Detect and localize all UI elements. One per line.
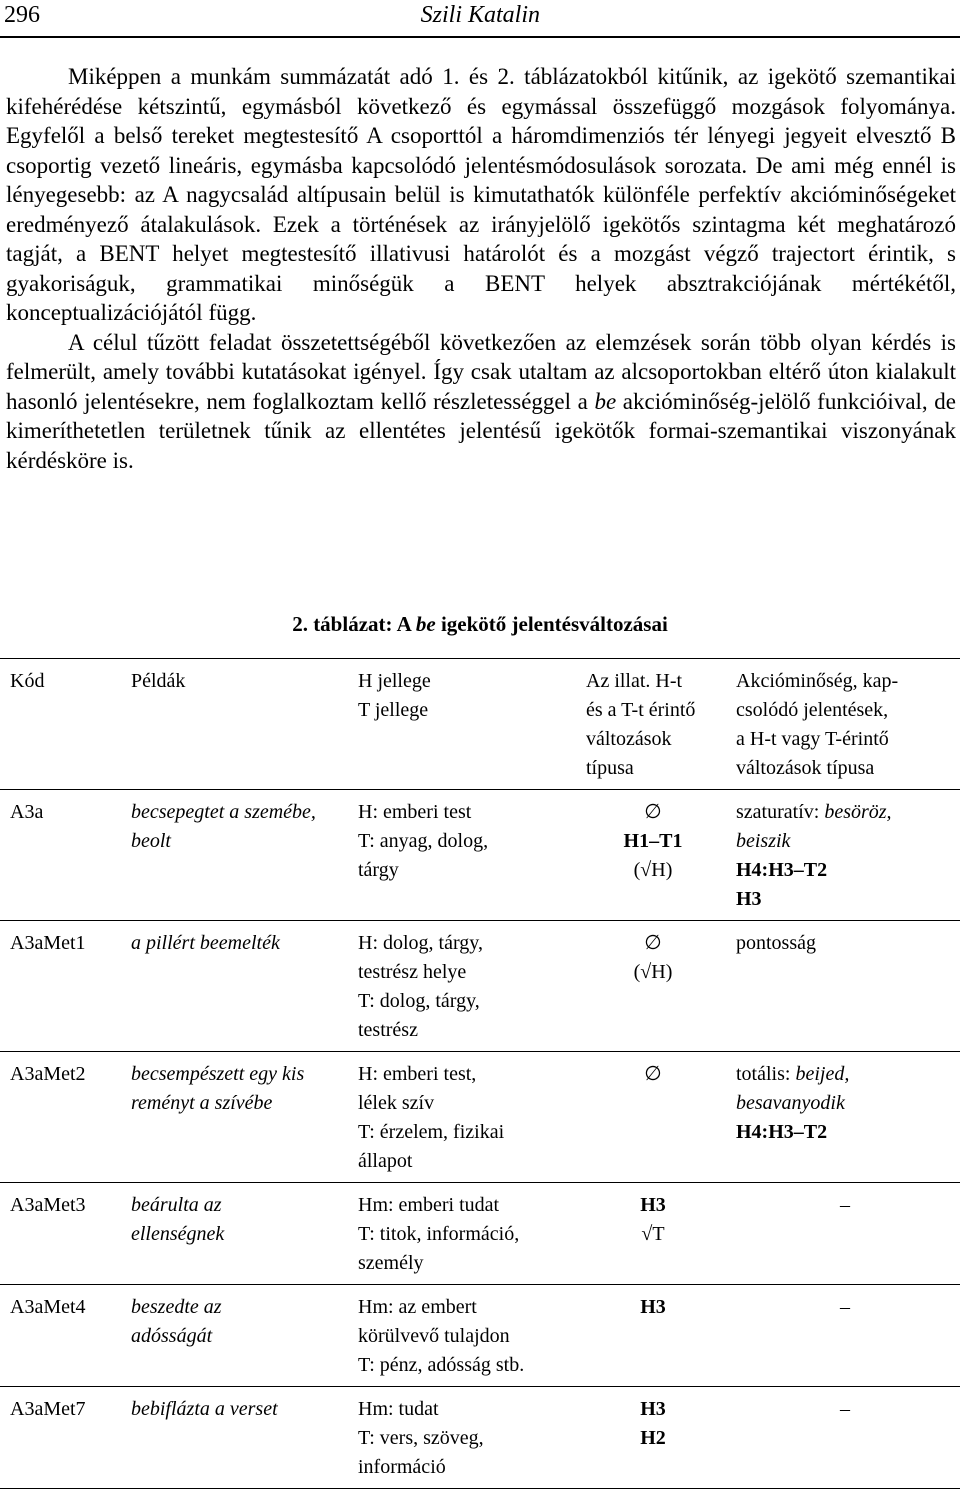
jelleg-line: Hm: emberi tudat: [358, 1194, 500, 1216]
table-row: [0, 1387, 960, 1489]
illat-line: H2: [640, 1427, 666, 1449]
table-row: [0, 921, 960, 1052]
table-caption: [0, 612, 960, 637]
example-line: beszedte az: [131, 1296, 222, 1318]
paragraph-2-lead: A célul tűzött feladat összetettségéből következően az elemzések során több olyan kérdés is felmerült, amely további kutatásokat igényel. Így csak utaltam az alcsoportokban eltérő úton kialakult hasonló jelentésekre, nem foglalkoztam kellő részletességgel a: [6, 329, 956, 414]
dash-mark: –: [840, 1296, 850, 1318]
illat-line: H3: [640, 1398, 666, 1420]
jelleg-line: H: emberi test,: [358, 1063, 477, 1085]
akcio-formula: H3: [736, 888, 762, 910]
illat-line: ∅: [644, 801, 662, 823]
header-illat: [576, 659, 726, 790]
header-illat-line: Az illat. H-t: [586, 670, 683, 692]
jelleg-line: testrész: [358, 1019, 418, 1041]
jelleg-line: T: dolog, tárgy,: [358, 990, 480, 1012]
table-body: [0, 790, 960, 1489]
table-row: [0, 1285, 960, 1387]
akcio-line: [736, 798, 954, 827]
table-row: [0, 1183, 960, 1285]
header-jelleg-line: H jellege: [358, 670, 431, 692]
table-row: [0, 1052, 960, 1183]
akcio-text: pontosság: [736, 932, 816, 954]
illat-line: ∅: [644, 932, 662, 954]
cell-illat: [576, 921, 726, 1052]
jelleg-line: Hm: tudat: [358, 1398, 439, 1420]
jelleg-line: H: emberi test: [358, 801, 472, 823]
jelleg-line: Hm: az embert: [358, 1296, 477, 1318]
dash-mark: –: [840, 1194, 850, 1216]
paragraph-2-tail: akcióminőség-jelölő funkcióival, de kimeríthetetlen területnek tűnik az ellentétes jelentésű igekötők formai-szemantikai viszonyának kérdésköre is.: [6, 388, 956, 473]
table-header-row: [0, 659, 960, 790]
example-line: beolt: [131, 830, 171, 852]
dash-mark: –: [840, 1398, 850, 1420]
cell-illat: [576, 1387, 726, 1489]
paragraph-2-be: be: [594, 388, 617, 414]
caption-italic: be: [415, 612, 436, 636]
akcio-line: [736, 856, 954, 885]
caption-prefix: 2. táblázat: A: [292, 612, 416, 636]
page-number: 296: [4, 2, 40, 28]
cell-kod: A3aMet7: [0, 1387, 121, 1489]
cell-akcio: [726, 1183, 960, 1285]
jelleg-line: információ: [358, 1456, 446, 1478]
header-illat-line: típusa: [586, 757, 634, 779]
akcio-line: [736, 1089, 954, 1118]
header-akcio-line: változások típusa: [736, 757, 875, 779]
header-akcio-line: Akcióminőség, kap-: [736, 670, 899, 692]
akcio-line: [736, 1118, 954, 1147]
example-line: becsepegtet a szemébe,: [131, 801, 316, 823]
illat-line: (√H): [633, 961, 673, 983]
cell-illat: [576, 790, 726, 921]
example-line: beárulta az: [131, 1194, 222, 1216]
akcio-formula: H4:H3–T2: [736, 859, 828, 881]
header-jelleg-line: T jellege: [358, 699, 429, 721]
illat-line: H3: [640, 1194, 666, 1216]
akcio-line: [736, 929, 954, 958]
table-row: [0, 790, 960, 921]
jelleg-line: személy: [358, 1252, 424, 1274]
example-line: bebiflázta a verset: [131, 1398, 278, 1420]
cell-jelleg: [348, 1285, 576, 1387]
cell-jelleg: [348, 1183, 576, 1285]
example-line: a pillért beemelték: [131, 932, 280, 954]
cell-akcio: [726, 921, 960, 1052]
cell-illat: [576, 1183, 726, 1285]
caption-suffix: igekötő jelentésváltozásai: [435, 612, 668, 636]
cell-peldak: [121, 790, 348, 921]
akcio-example: besöröz,: [824, 801, 892, 823]
akcio-line: [736, 1060, 954, 1089]
illat-line: ∅: [644, 1063, 662, 1085]
header-akcio-line: csolódó jelentések,: [736, 699, 889, 721]
cell-akcio: [726, 790, 960, 921]
akcio-text: totális:: [736, 1063, 796, 1085]
cell-akcio: [726, 1387, 960, 1489]
cell-jelleg: [348, 790, 576, 921]
header-illat-line: és a T-t érintő: [586, 699, 696, 721]
cell-jelleg: [348, 1387, 576, 1489]
jelleg-line: körülvevő tulajdon: [358, 1325, 510, 1347]
jelleg-line: T: vers, szöveg,: [358, 1427, 484, 1449]
cell-peldak: [121, 1183, 348, 1285]
cell-peldak: [121, 1052, 348, 1183]
akcio-line: [736, 1191, 954, 1220]
akcio-text: szaturatív:: [736, 801, 825, 823]
akcio-formula: H4:H3–T2: [736, 1121, 828, 1143]
header-kod: Kód: [0, 659, 121, 790]
example-line: reményt a szívébe: [131, 1092, 273, 1114]
cell-peldak: [121, 1285, 348, 1387]
jelleg-line: állapot: [358, 1150, 413, 1172]
paragraph-1: Miképpen a munkám summázatát adó 1. és 2. táblázatokból kitűnik, az igekötő szemantikai kifehérédése kétszintű, egymásból következő és egymással összefüggő mozgások folyománya. Egyfelől a belső tereket megtestesítő A csoporttól a háromdimenziós tér lényegi jegyeit elvesztő B csoportig vezető lineáris, egymásba kapcsolódó jelentésmódosulások sorozata. De ami még ennél is lényegesebb: az A nagycsalád altípusain belül is kimutathatók különféle perfektív akcióminőségeket eredményező átalakulások. Ezek a történések az irányjelölő igekötős szintagma két meghatározó tagját, a BENT helyet megtestesítő illativusi határolót és a mozgást végző trajectort érintik, s gyakoriságuk, grammatikai minőségük a BENT helyek absztrakciójának mértékétől, konceptualizációjától függ.: [6, 64, 956, 325]
akcio-line: [736, 827, 954, 856]
jelleg-line: testrész helye: [358, 961, 467, 983]
cell-kod: A3aMet4: [0, 1285, 121, 1387]
jelleg-line: T: pénz, adósság stb.: [358, 1354, 525, 1376]
cell-kod: A3aMet1: [0, 921, 121, 1052]
example-line: adósságát: [131, 1325, 213, 1347]
header-akcio-line: a H-t vagy T-érintő: [736, 728, 889, 750]
illat-line: H3: [640, 1296, 666, 1318]
header-peldak: Példák: [121, 659, 348, 790]
akcio-example: beiszik: [736, 830, 791, 852]
cell-illat: [576, 1285, 726, 1387]
header-jelleg: [348, 659, 576, 790]
jelleg-line: H: dolog, tárgy,: [358, 932, 483, 954]
cell-jelleg: [348, 1052, 576, 1183]
header-illat-line: változások: [586, 728, 672, 750]
cell-akcio: [726, 1052, 960, 1183]
cell-kod: A3a: [0, 790, 121, 921]
jelleg-line: T: titok, információ,: [358, 1223, 520, 1245]
example-line: becsempészett egy kis: [131, 1063, 305, 1085]
jelleg-line: lélek szív: [358, 1092, 435, 1114]
akcio-example: besavanyodik: [736, 1092, 845, 1114]
body-text: [6, 62, 956, 475]
page-header: [0, 0, 960, 38]
akcio-line: [736, 1395, 954, 1424]
jelleg-line: T: érzelem, fizikai: [358, 1121, 505, 1143]
running-author: Szili Katalin: [420, 2, 540, 28]
cell-akcio: [726, 1285, 960, 1387]
jelleg-line: T: anyag, dolog,: [358, 830, 489, 852]
cell-kod: A3aMet3: [0, 1183, 121, 1285]
cell-peldak: [121, 921, 348, 1052]
cell-jelleg: [348, 921, 576, 1052]
illat-line: (√H): [633, 859, 673, 881]
cell-illat: [576, 1052, 726, 1183]
cell-peldak: [121, 1387, 348, 1489]
data-table: [0, 658, 960, 1489]
akcio-example: beijed,: [795, 1063, 850, 1085]
akcio-line: [736, 1293, 954, 1322]
example-line: ellenségnek: [131, 1223, 225, 1245]
header-akcio: [726, 659, 960, 790]
jelleg-line: tárgy: [358, 859, 399, 881]
cell-kod: A3aMet2: [0, 1052, 121, 1183]
illat-line: H1–T1: [623, 830, 683, 852]
paragraph-2: [6, 328, 956, 476]
illat-line: √T: [641, 1223, 665, 1245]
akcio-line: [736, 885, 954, 914]
